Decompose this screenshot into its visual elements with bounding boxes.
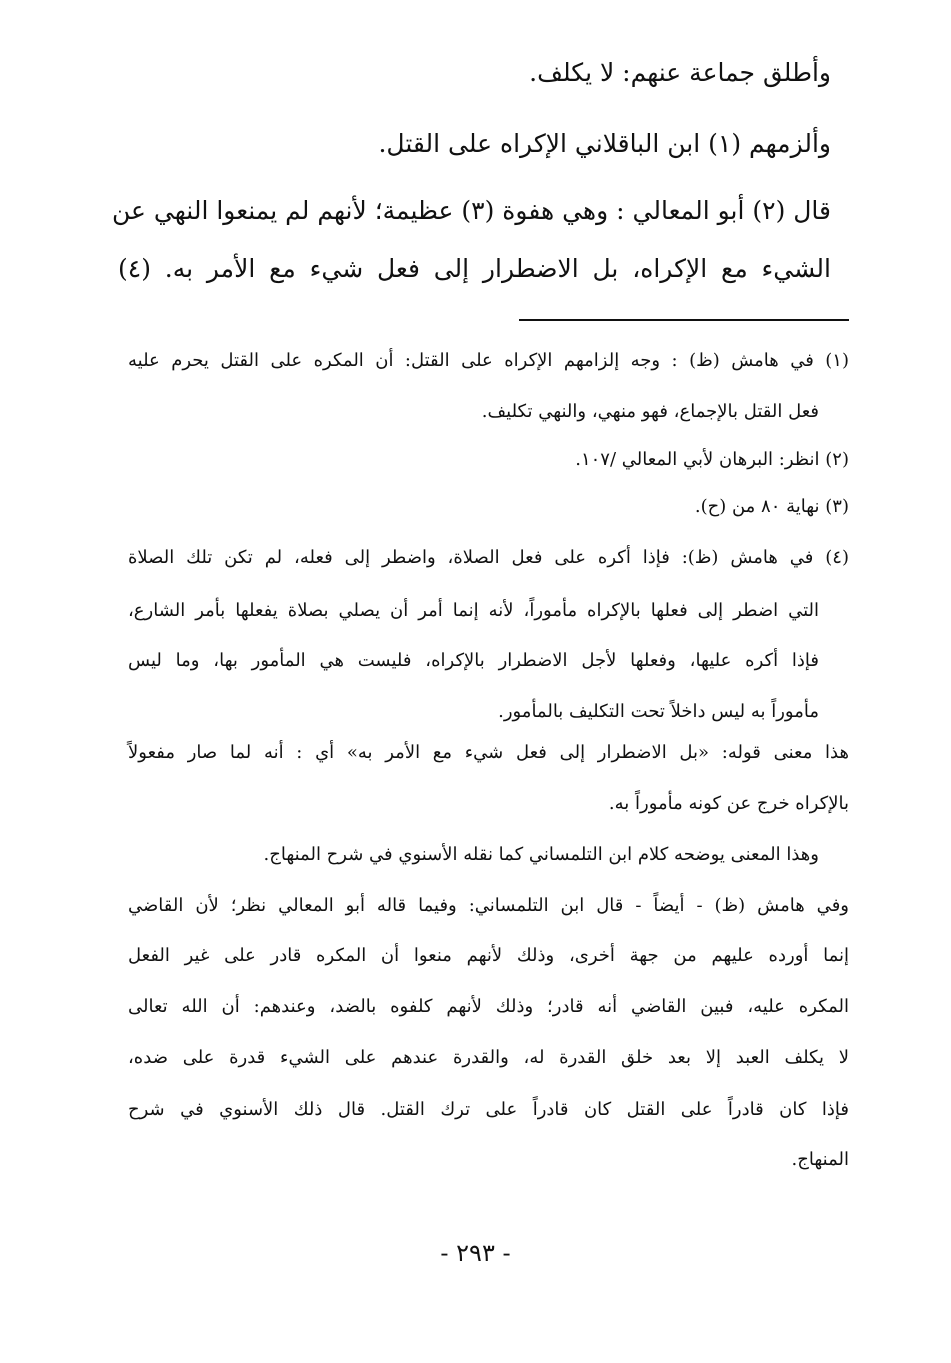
footnote-line-15: لا يكلف العبد إلا بعد خلق القدرة له، والقدرة عندهم على الشيء قدرة على ضده، — [128, 1047, 849, 1068]
page-number: - ٢٩٣ - — [440, 1239, 511, 1267]
main-text-line-1: وأطلق جماعة عنهم: لا يكلف. — [529, 58, 831, 87]
footnote-line-12: وفي هامش (ظ) - أيضاً - قال ابن التلمساني: وفيما قاله أبو المعالي نظر؛ لأن القاضي — [128, 895, 849, 916]
footnote-line-6: التي اضطر إلى فعلها بالإكراه مأموراً، لأنه إنما أمر أن يصلي بصلاة يفعلها بأمر الشارع، — [128, 600, 819, 621]
main-text-line-2: وألزمهم (١) ابن الباقلاني الإكراه على القتل. — [378, 129, 831, 158]
footnote-divider — [519, 319, 849, 321]
footnote-line-5: (٤) في هامش (ظ): فإذا أكره على فعل الصلاة، واضطر إلى فعله، لم تكن تلك الصلاة — [128, 547, 849, 568]
footnote-line-9: هذا معنى قوله: «بل الاضطرار إلى فعل شيء مع الأمر به» أي : أنه لما صار مفعولاً — [128, 742, 849, 763]
footnote-line-13: إنما أورده عليهم من جهة أخرى، وذلك لأنهم منعوا أن المكره قادر على غير الفعل — [128, 945, 849, 966]
footnote-line-16: فإذا كان قادراً على القتل كان قادراً على ترك القتل. قال ذلك الأسنوي في شرح — [128, 1099, 849, 1120]
main-text-line-4: الشيء مع الإكراه، بل الاضطرار إلى فعل شيء مع الأمر به. (٤) — [118, 254, 831, 283]
main-text-line-3: قال (٢) أبو المعالي : وهي هفوة (٣) عظيمة؛ لأنهم لم يمنعوا النهي عن — [112, 196, 831, 225]
footnote-line-17: المنهاج. — [791, 1149, 849, 1170]
footnote-line-11: وهذا المعنى يوضحه كلام ابن التلمساني كما نقله الأسنوي في شرح المنهاج. — [263, 844, 819, 865]
footnote-line-10: بالإكراه خرج عن كونه مأموراً به. — [608, 793, 849, 814]
footnote-line-8: مأموراً به ليس داخلاً تحت التكليف بالمأمور. — [498, 701, 819, 722]
footnote-line-3: (٢) انظر: البرهان لأبي المعالي /١٠٧. — [575, 449, 849, 470]
footnote-line-1: (١) في هامش (ظ) : وجه إلزامهم الإكراه على القتل: أن المكره على القتل يحرم عليه — [128, 350, 849, 371]
footnote-line-2: فعل القتل بالإجماع، فهو منهي، والنهي تكليف. — [481, 401, 819, 422]
footnote-line-14: المكره عليه، فبين القاضي أنه قادر؛ وذلك لأنهم كلفوه بالضد، وعندهم: أن الله تعالى — [128, 996, 849, 1017]
footnote-line-7: فإذا أكره عليها، وفعلها لأجل الاضطرار بالإكراه، فليست هي المأمور بها، وما ليس — [128, 650, 819, 671]
footnote-line-4: (٣) نهاية ٨٠ من (ح). — [694, 496, 849, 517]
